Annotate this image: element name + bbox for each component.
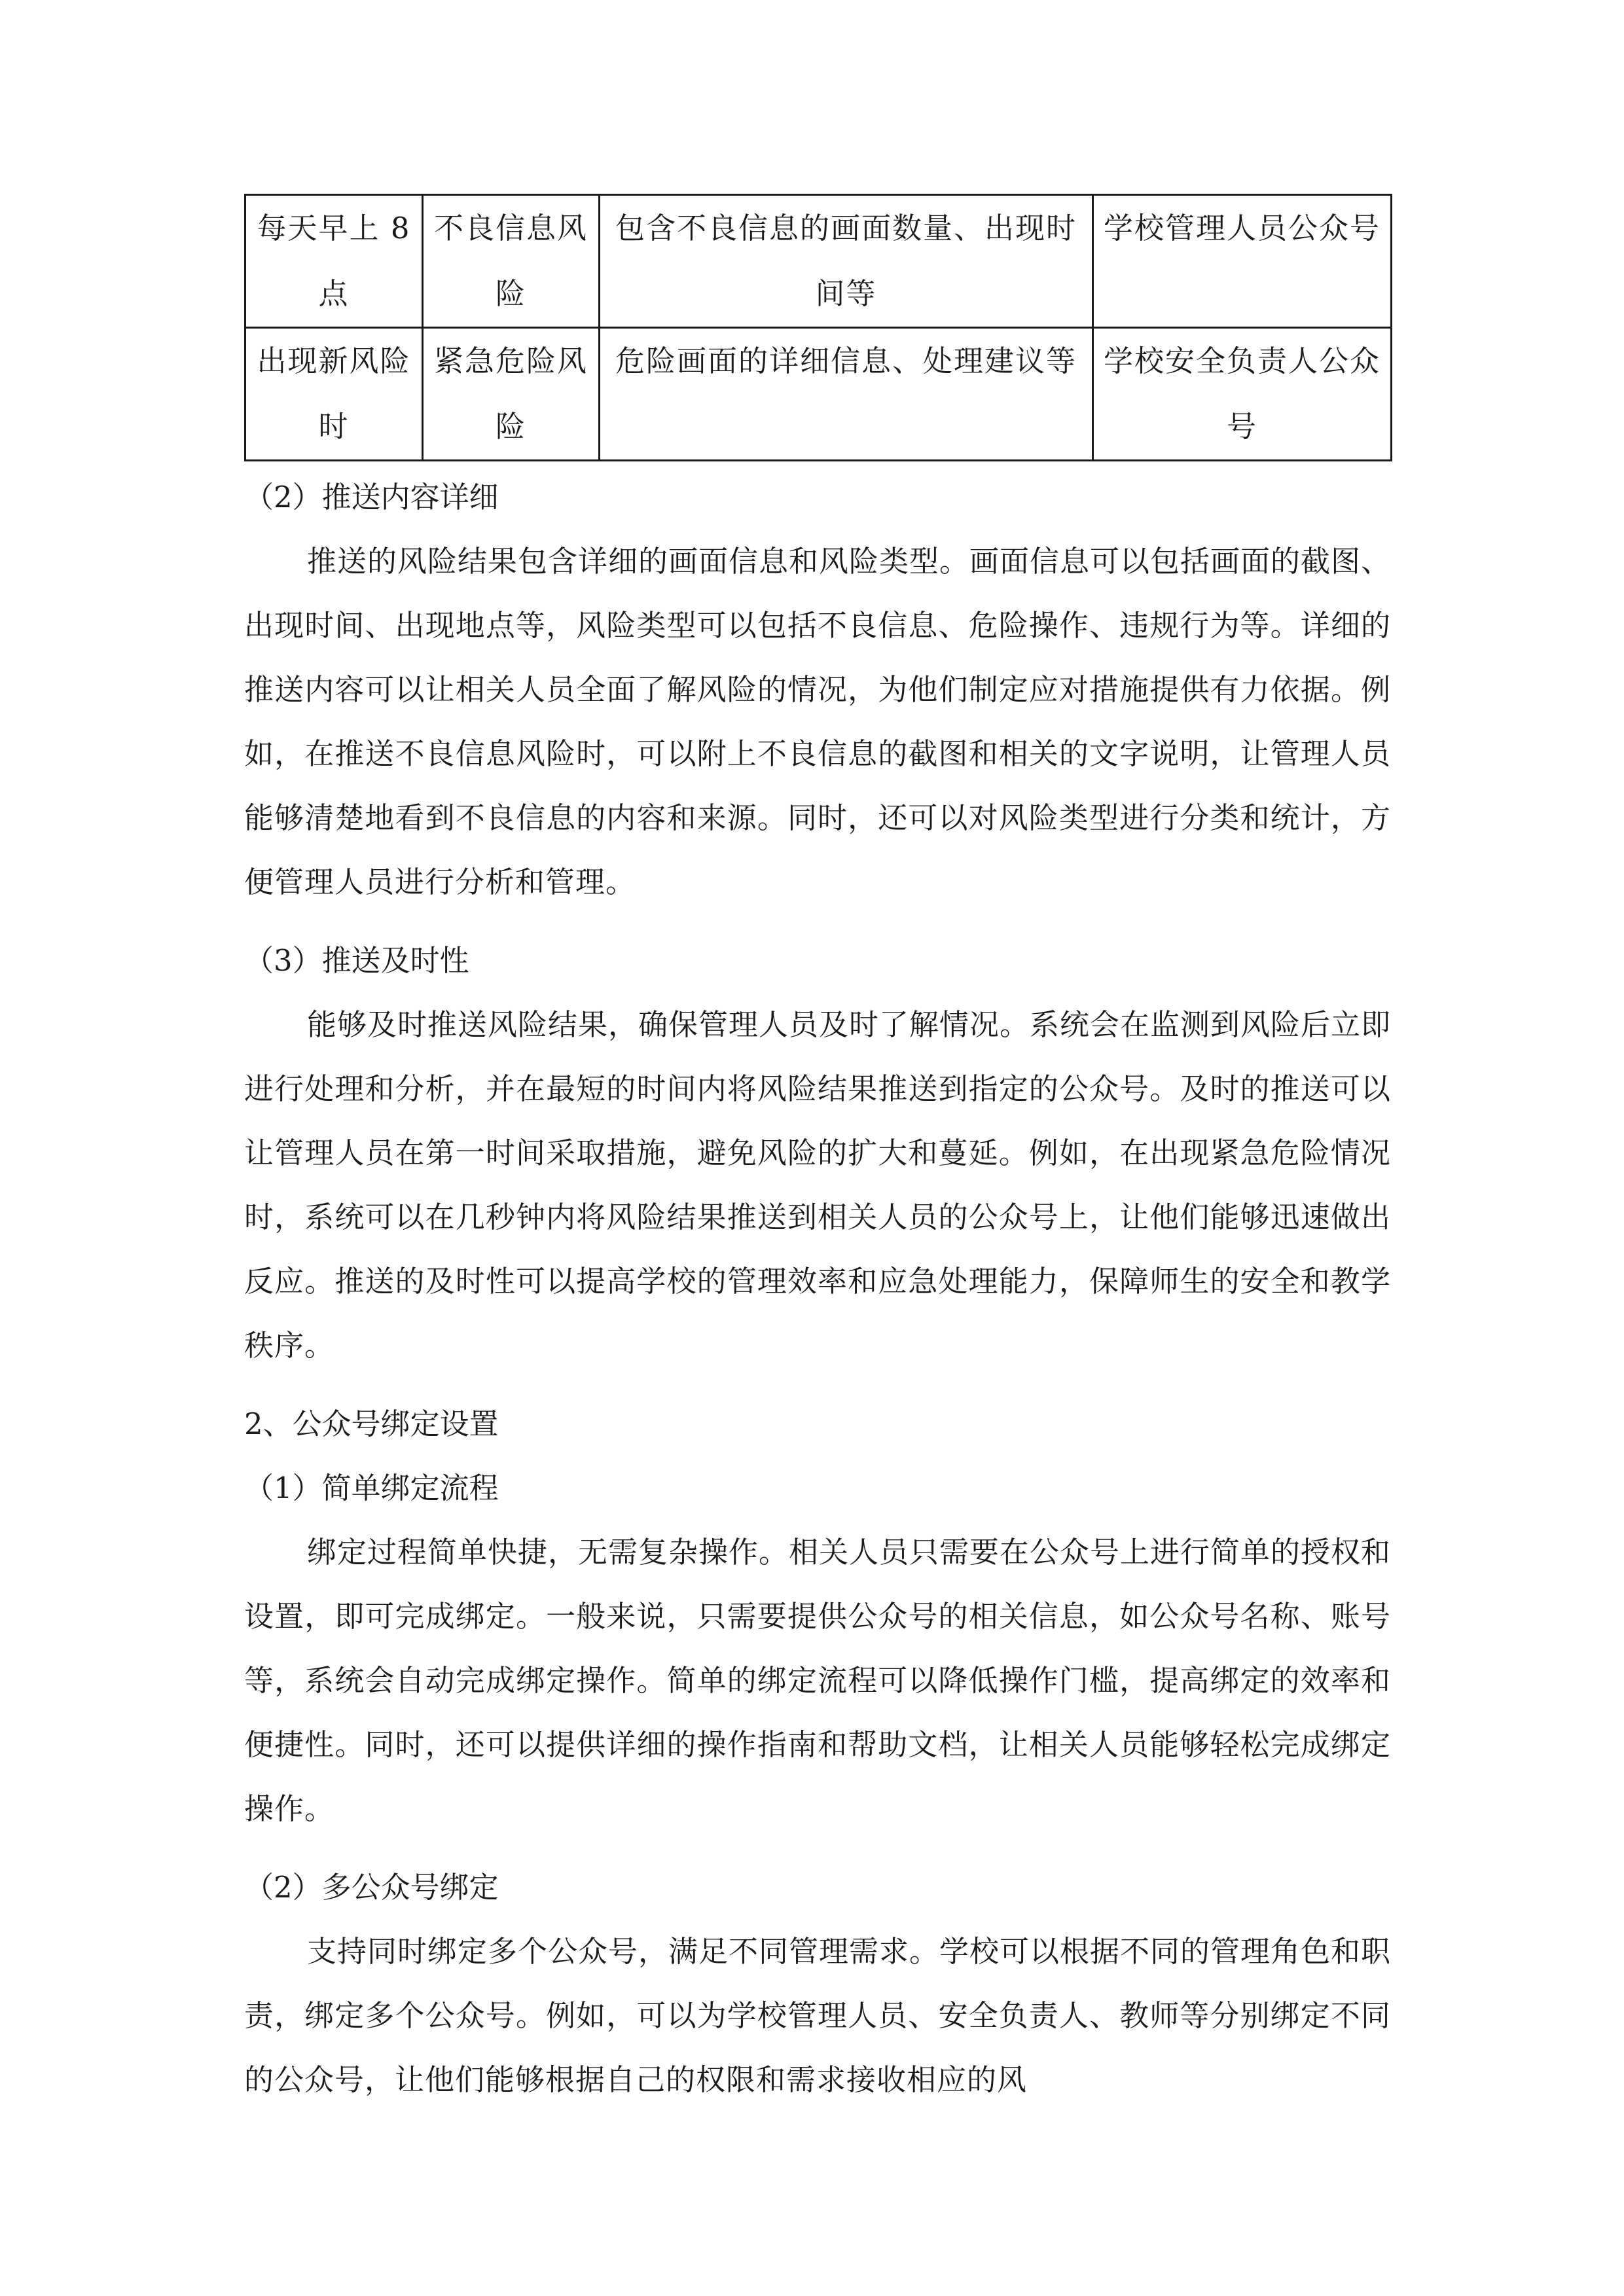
- table-cell-content: 危险画面的详细信息、处理建议等: [600, 328, 1093, 461]
- table-cell-content: 包含不良信息的画面数量、出现时间等: [600, 195, 1093, 328]
- paragraph-simple-binding: 绑定过程简单快捷，无需复杂操作。相关人员只需要在公众号上进行简单的授权和设置，即可完成绑定。一般来说，只需要提供公众号的相关信息，如公众号名称、账号等，系统会自动完成绑定操作。简单的绑定流程可以降低操作门槛，提高绑定的效率和便捷性。同时，还可以提供详细的操作指南和帮助文档，让相关人员能够轻松完成绑定操作。: [244, 1535, 1392, 1826]
- table-cell-time: 出现新风险时: [245, 328, 423, 461]
- table-cell-type: 紧急危险风险: [423, 328, 600, 461]
- table-row: [245, 328, 1392, 461]
- table-cell-target: 学校安全负责人公众号: [1093, 328, 1392, 461]
- push-schedule-table: [244, 194, 1392, 461]
- table-cell-target: 学校管理人员公众号: [1093, 195, 1392, 328]
- paragraph-push-detail: 推送的风险结果包含详细的画面信息和风险类型。画面信息可以包括画面的截图、出现时间、出现地点等，风险类型可以包括不良信息、危险操作、违规行为等。详细的推送内容可以让相关人员全面了解风险的情况，为他们制定应对措施提供有力依据。例如，在推送不良信息风险时，可以附上不良信息的截图和相关的文字说明，让管理人员能够清楚地看到不良信息的内容和来源。同时，还可以对风险类型进行分类和统计，方便管理人员进行分析和管理。: [244, 544, 1392, 899]
- section-heading-simple-binding: （1）简单绑定流程: [244, 1471, 499, 1505]
- paragraph-push-timely: 能够及时推送风险结果，确保管理人员及时了解情况。系统会在监测到风险后立即进行处理和分析，并在最短的时间内将风险结果推送到指定的公众号。及时的推送可以让管理人员在第一时间采取措施，避免风险的扩大和蔓延。例如，在出现紧急危险情况时，系统可以在几秒钟内将风险结果推送到相关人员的公众号上，让他们能够迅速做出反应。推送的及时性可以提高学校的管理效率和应急处理能力，保障师生的安全和教学秩序。: [244, 1007, 1392, 1363]
- table-cell-time: 每天早上 8 点: [245, 195, 423, 328]
- section-heading-push-timely: （3）推送及时性: [244, 943, 469, 978]
- section-heading-multi-binding: （2）多公众号绑定: [244, 1870, 499, 1905]
- section-heading-binding: 2、公众号绑定设置: [244, 1407, 499, 1441]
- table-cell-type: 不良信息风险: [423, 195, 600, 328]
- section-heading-push-detail: （2）推送内容详细: [244, 480, 499, 514]
- table-row: [245, 195, 1392, 328]
- document-page: [244, 194, 1391, 2112]
- paragraph-multi-binding: 支持同时绑定多个公众号，满足不同管理需求。学校可以根据不同的管理角色和职责，绑定多个公众号。例如，可以为学校管理人员、安全负责人、教师等分别绑定不同的公众号，让他们能够根据自己的权限和需求接收相应的风: [244, 1934, 1392, 2097]
